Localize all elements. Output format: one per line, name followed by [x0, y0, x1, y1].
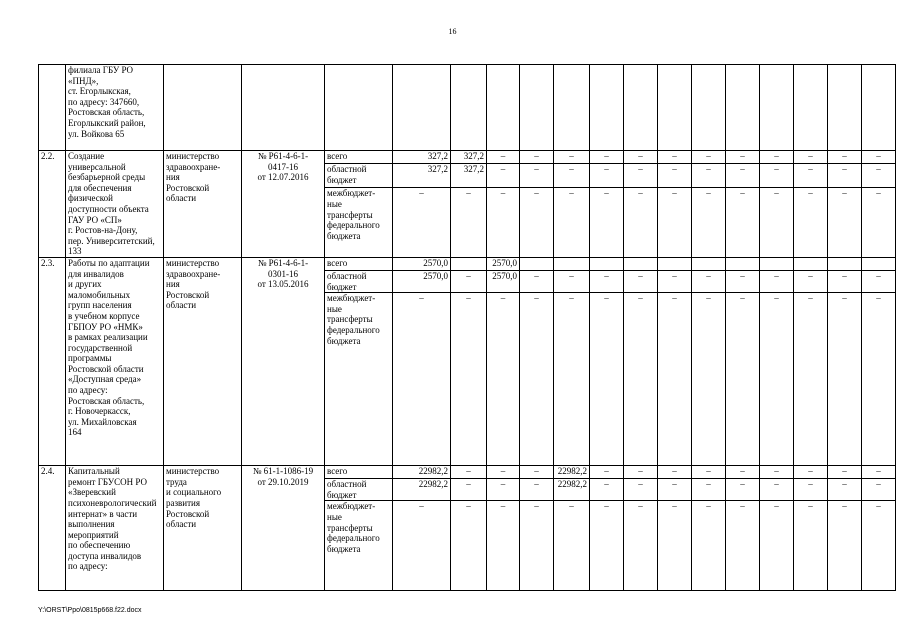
row-number-cell: 2.3. — [39, 257, 66, 465]
value-cell: – — [520, 188, 554, 258]
value-cell: 2570,0 — [393, 270, 451, 292]
value-cell: – — [554, 270, 590, 292]
value-cell: – — [554, 501, 590, 591]
value-cell: – — [624, 479, 658, 501]
value-cell: – — [692, 270, 726, 292]
funding-source-cell: всего — [325, 466, 393, 479]
value-cell: – — [862, 293, 896, 466]
value-cell — [692, 65, 726, 151]
value-cell — [590, 65, 624, 151]
value-cell — [862, 257, 896, 270]
value-cell: – — [590, 188, 624, 258]
value-cell: – — [624, 466, 658, 479]
value-cell: – — [692, 164, 726, 188]
object-name-cell: Создание универсальной безбарьерной среды для обеспечения физической доступности объекта ГАУ РО «СП» г. Ростов-на-Дону, пер. Университетский, 133 — [66, 151, 164, 258]
value-cell: – — [590, 270, 624, 292]
value-cell — [520, 257, 554, 270]
value-cell: 22982,2 — [393, 466, 451, 479]
value-cell: – — [451, 270, 487, 292]
value-cell: – — [692, 151, 726, 164]
value-cell: – — [624, 293, 658, 466]
value-cell: – — [487, 501, 520, 591]
value-cell: – — [624, 188, 658, 258]
value-cell: – — [726, 466, 760, 479]
value-cell: – — [393, 293, 451, 466]
value-cell: – — [726, 479, 760, 501]
object-name-cell: Работы по адаптации для инвалидов и других маломобильных групп населения в учебном корпусе ГБПОУ РО «НМК» в рамках реализации государственной программы Ростовской области «Доступная среда» по адресу: Ростовская область, г. Новочеркасск, ул. Михайловская 164 — [66, 257, 164, 465]
value-cell: – — [726, 188, 760, 258]
source-cell — [325, 65, 393, 151]
value-cell: – — [862, 164, 896, 188]
value-cell: 22982,2 — [554, 466, 590, 479]
value-cell: – — [692, 293, 726, 466]
document-cell — [242, 65, 325, 151]
value-cell — [726, 257, 760, 270]
row-number-cell: 2.4. — [39, 466, 66, 591]
value-cell: – — [487, 466, 520, 479]
value-cell: – — [658, 466, 692, 479]
object-name-cell: Капитальный ремонт ГБУСОН РО «Зверевский психоневрологический интернат» в части выполнения мероприятий по обеспечению доступа инвалидов по адресу: — [66, 466, 164, 591]
value-cell: – — [393, 188, 451, 258]
value-cell: – — [590, 164, 624, 188]
value-cell — [451, 65, 487, 151]
value-cell: – — [828, 151, 862, 164]
value-cell — [393, 65, 451, 151]
value-cell: – — [794, 164, 828, 188]
value-cell: – — [487, 479, 520, 501]
value-cell: – — [726, 151, 760, 164]
value-cell: – — [726, 164, 760, 188]
value-cell — [760, 65, 794, 151]
value-cell: – — [760, 164, 794, 188]
value-cell: – — [862, 466, 896, 479]
value-cell: – — [658, 164, 692, 188]
value-cell: – — [554, 188, 590, 258]
value-cell: – — [590, 466, 624, 479]
value-cell: – — [828, 466, 862, 479]
value-cell: 327,2 — [393, 151, 451, 164]
value-cell: – — [794, 501, 828, 591]
value-cell: – — [726, 501, 760, 591]
value-cell — [760, 257, 794, 270]
value-cell: – — [520, 270, 554, 292]
funding-source-cell: межбюджет- ные трансферты федерального бюджета — [325, 501, 393, 591]
value-cell: – — [624, 164, 658, 188]
value-cell: – — [692, 479, 726, 501]
value-cell — [520, 65, 554, 151]
value-cell: – — [520, 164, 554, 188]
value-cell: – — [487, 164, 520, 188]
document-cell: № Р61-4-6-1- 0301-16 от 13.05.2016 — [242, 257, 325, 465]
value-cell: – — [487, 188, 520, 258]
value-cell: – — [760, 151, 794, 164]
funding-source-cell: всего — [325, 151, 393, 164]
value-cell — [794, 257, 828, 270]
value-cell: 2570,0 — [487, 270, 520, 292]
value-cell: – — [554, 164, 590, 188]
value-cell: – — [590, 501, 624, 591]
table-row — [39, 466, 896, 479]
funding-source-cell: областной бюджет — [325, 270, 393, 292]
value-cell: – — [862, 501, 896, 591]
page-number: 16 — [448, 27, 457, 36]
value-cell: – — [520, 479, 554, 501]
value-cell: – — [828, 188, 862, 258]
value-cell: – — [760, 479, 794, 501]
value-cell: – — [794, 188, 828, 258]
value-cell: – — [692, 501, 726, 591]
value-cell: – — [624, 151, 658, 164]
value-cell: – — [828, 270, 862, 292]
funding-source-cell: всего — [325, 257, 393, 270]
value-cell: – — [590, 479, 624, 501]
value-cell: – — [624, 501, 658, 591]
value-cell: 22982,2 — [554, 479, 590, 501]
value-cell: – — [726, 270, 760, 292]
value-cell — [451, 257, 487, 270]
value-cell: 22982,2 — [393, 479, 451, 501]
table-row — [39, 257, 896, 270]
executor-cell: министерство здравоохране- ния Ростовской области — [164, 151, 242, 258]
value-cell: 2570,0 — [393, 257, 451, 270]
executor-cell — [164, 65, 242, 151]
value-cell: – — [590, 151, 624, 164]
value-cell: – — [658, 501, 692, 591]
value-cell: 327,2 — [451, 164, 487, 188]
value-cell: – — [862, 151, 896, 164]
value-cell — [862, 65, 896, 151]
funding-source-cell: областной бюджет — [325, 479, 393, 501]
value-cell — [726, 65, 760, 151]
value-cell: – — [658, 270, 692, 292]
value-cell: – — [658, 151, 692, 164]
value-cell: – — [451, 293, 487, 466]
value-cell — [828, 257, 862, 270]
object-name-cell: филиала ГБУ РО «ПНД», ст. Егорлыкская, по адресу: 347660, Ростовская область, Егорлыкский район, ул. Войкова 65 — [66, 65, 164, 151]
value-cell: – — [393, 501, 451, 591]
value-cell: – — [760, 501, 794, 591]
value-cell: – — [520, 151, 554, 164]
executor-cell: министерство здравоохране- ния Ростовской области — [164, 257, 242, 465]
value-cell — [794, 65, 828, 151]
value-cell: – — [520, 293, 554, 466]
value-cell: – — [760, 270, 794, 292]
value-cell: – — [862, 270, 896, 292]
value-cell: – — [451, 466, 487, 479]
value-cell: – — [624, 270, 658, 292]
value-cell: – — [862, 479, 896, 501]
value-cell — [658, 257, 692, 270]
value-cell: – — [520, 466, 554, 479]
value-cell: – — [726, 293, 760, 466]
value-cell: – — [451, 188, 487, 258]
value-cell: – — [487, 151, 520, 164]
value-cell: 327,2 — [393, 164, 451, 188]
value-cell: – — [451, 479, 487, 501]
value-cell: – — [794, 466, 828, 479]
value-cell: – — [828, 164, 862, 188]
value-cell: 2570,0 — [487, 257, 520, 270]
value-cell: – — [590, 293, 624, 466]
value-cell: – — [828, 293, 862, 466]
row-number-cell: 2.2. — [39, 151, 66, 258]
table-body — [39, 65, 896, 591]
executor-cell: министерство труда и социального развития Ростовской области — [164, 466, 242, 591]
document-cell: № 61-1-1086-19 от 29.10.2019 — [242, 466, 325, 591]
value-cell: 327,2 — [451, 151, 487, 164]
value-cell: – — [828, 479, 862, 501]
value-cell — [590, 257, 624, 270]
value-cell: – — [692, 466, 726, 479]
value-cell: – — [487, 293, 520, 466]
value-cell — [624, 65, 658, 151]
value-cell — [554, 257, 590, 270]
table-row — [39, 65, 896, 151]
value-cell: – — [658, 293, 692, 466]
value-cell — [487, 65, 520, 151]
value-cell: – — [760, 188, 794, 258]
value-cell — [554, 65, 590, 151]
document-cell: № Р61-4-6-1- 0417-16 от 12.07.2016 — [242, 151, 325, 258]
budget-table — [38, 64, 896, 591]
value-cell: – — [794, 293, 828, 466]
table-row — [39, 151, 896, 164]
funding-source-cell: межбюджет- ные трансферты федерального бюджета — [325, 293, 393, 466]
value-cell: – — [828, 501, 862, 591]
value-cell: – — [554, 151, 590, 164]
value-cell: – — [692, 188, 726, 258]
value-cell: – — [451, 501, 487, 591]
funding-source-cell: межбюджет- ные трансферты федерального бюджета — [325, 188, 393, 258]
value-cell: – — [794, 151, 828, 164]
value-cell: – — [794, 270, 828, 292]
value-cell: – — [760, 466, 794, 479]
value-cell — [658, 65, 692, 151]
value-cell: – — [794, 479, 828, 501]
value-cell: – — [760, 293, 794, 466]
value-cell — [692, 257, 726, 270]
value-cell — [624, 257, 658, 270]
row-number-cell — [39, 65, 66, 151]
value-cell: – — [862, 188, 896, 258]
value-cell: – — [658, 479, 692, 501]
value-cell: – — [520, 501, 554, 591]
file-path-footer: Y:\ORST\Ppo\0815p668.f22.docx — [38, 607, 142, 614]
value-cell: – — [554, 293, 590, 466]
funding-source-cell: областной бюджет — [325, 164, 393, 188]
value-cell: – — [658, 188, 692, 258]
value-cell — [828, 65, 862, 151]
